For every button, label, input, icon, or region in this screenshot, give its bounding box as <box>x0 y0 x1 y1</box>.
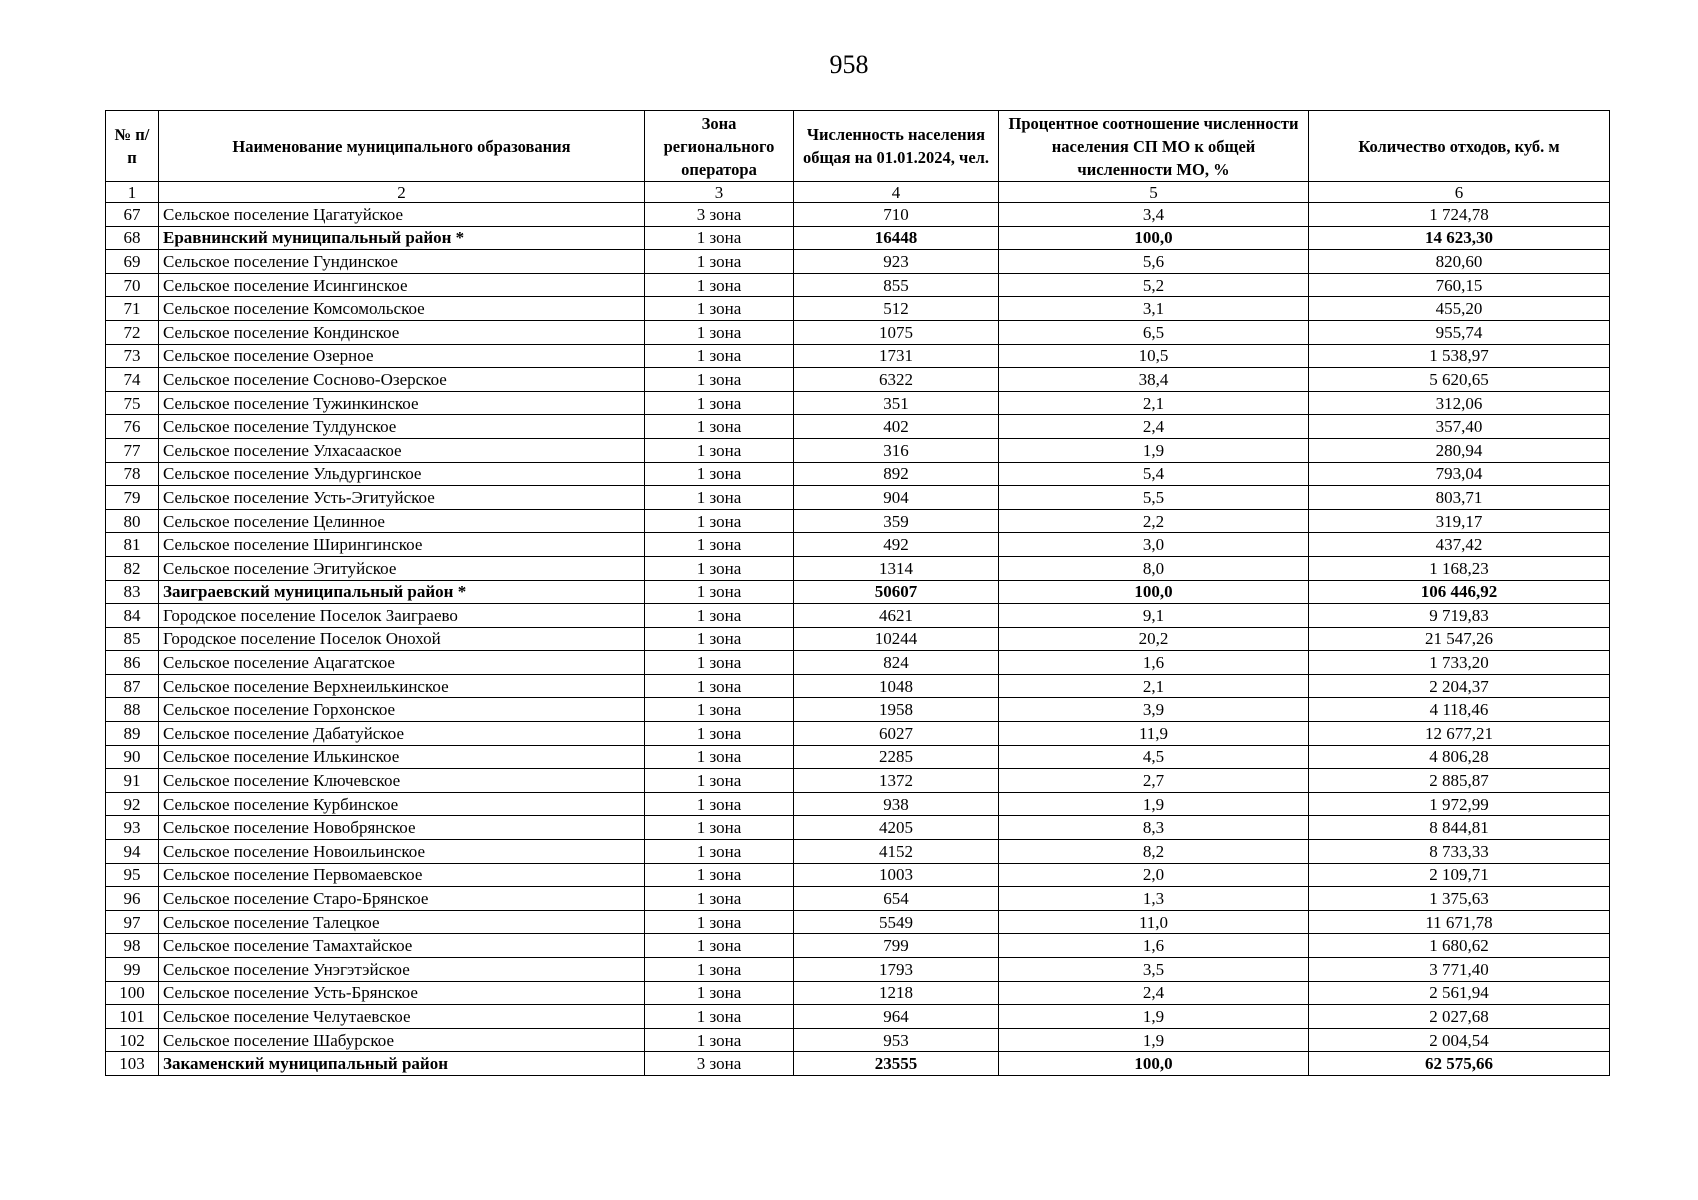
waste-volume: 820,60 <box>1309 250 1610 274</box>
population-percent: 2,4 <box>999 415 1309 439</box>
municipality-name: Сельское поселение Исингинское <box>159 273 645 297</box>
table-row <box>106 674 1610 698</box>
population-percent: 3,5 <box>999 958 1309 982</box>
table-row <box>106 863 1610 887</box>
operator-zone: 1 зона <box>645 320 794 344</box>
population-value: 5549 <box>794 910 999 934</box>
municipality-name: Сельское поселение Шабурское <box>159 1028 645 1052</box>
operator-zone: 1 зона <box>645 533 794 557</box>
municipality-name: Сельское поселение Тулдунское <box>159 415 645 439</box>
operator-zone: 1 зона <box>645 462 794 486</box>
population-value: 1218 <box>794 981 999 1005</box>
municipality-name: Сельское поселение Ключевское <box>159 769 645 793</box>
waste-volume: 62 575,66 <box>1309 1052 1610 1076</box>
population-value: 4621 <box>794 604 999 628</box>
population-percent: 2,1 <box>999 674 1309 698</box>
row-number: 71 <box>106 297 159 321</box>
municipality-name: Сельское поселение Эгитуйское <box>159 556 645 580</box>
waste-volume: 3 771,40 <box>1309 958 1610 982</box>
operator-zone: 1 зона <box>645 486 794 510</box>
row-number: 85 <box>106 627 159 651</box>
municipality-name: Городское поселение Поселок Онохой <box>159 627 645 651</box>
row-number: 78 <box>106 462 159 486</box>
operator-zone: 1 зона <box>645 580 794 604</box>
table-row <box>106 1028 1610 1052</box>
row-number: 94 <box>106 840 159 864</box>
operator-zone: 1 зона <box>645 863 794 887</box>
operator-zone: 1 зона <box>645 1028 794 1052</box>
population-percent: 6,5 <box>999 320 1309 344</box>
page-number: 958 <box>829 50 869 79</box>
table-row <box>106 344 1610 368</box>
row-number: 82 <box>106 556 159 580</box>
waste-volume: 2 004,54 <box>1309 1028 1610 1052</box>
population-percent: 38,4 <box>999 368 1309 392</box>
table-row <box>106 250 1610 274</box>
waste-volume: 437,42 <box>1309 533 1610 557</box>
table-row <box>106 934 1610 958</box>
municipality-name: Сельское поселение Тамахтайское <box>159 934 645 958</box>
municipality-name: Сельское поселение Озерное <box>159 344 645 368</box>
population-percent: 2,1 <box>999 391 1309 415</box>
population-value: 904 <box>794 486 999 510</box>
municipality-name: Сельское поселение Ульдургинское <box>159 462 645 486</box>
table-row <box>106 840 1610 864</box>
operator-zone: 1 зона <box>645 722 794 746</box>
municipality-name: Сельское поселение Талецкое <box>159 910 645 934</box>
waste-volume: 1 168,23 <box>1309 556 1610 580</box>
table-body <box>106 182 1610 1076</box>
header-num: № п/п <box>106 111 159 182</box>
operator-zone: 1 зона <box>645 250 794 274</box>
population-value: 923 <box>794 250 999 274</box>
table-row <box>106 556 1610 580</box>
municipality-name: Городское поселение Поселок Заиграево <box>159 604 645 628</box>
waste-volume: 5 620,65 <box>1309 368 1610 392</box>
municipality-name: Сельское поселение Илькинское <box>159 745 645 769</box>
population-percent: 3,1 <box>999 297 1309 321</box>
population-value: 359 <box>794 509 999 533</box>
municipality-name: Сельское поселение Ширингинское <box>159 533 645 557</box>
waste-volume: 803,71 <box>1309 486 1610 510</box>
municipality-name: Сельское поселение Усть-Брянское <box>159 981 645 1005</box>
table-row <box>106 816 1610 840</box>
waste-volume: 955,74 <box>1309 320 1610 344</box>
table-row <box>106 320 1610 344</box>
operator-zone: 1 зона <box>645 816 794 840</box>
municipality-name: Сельское поселение Тужинкинское <box>159 391 645 415</box>
row-number: 95 <box>106 863 159 887</box>
municipality-name: Сельское поселение Старо-Брянское <box>159 887 645 911</box>
waste-volume: 21 547,26 <box>1309 627 1610 651</box>
population-percent: 1,3 <box>999 887 1309 911</box>
population-value: 2285 <box>794 745 999 769</box>
population-value: 492 <box>794 533 999 557</box>
row-number: 84 <box>106 604 159 628</box>
municipality-name: Сельское поселение Кондинское <box>159 320 645 344</box>
population-percent: 1,6 <box>999 934 1309 958</box>
waste-volume: 4 806,28 <box>1309 745 1610 769</box>
municipality-name: Закаменский муниципальный район <box>159 1052 645 1076</box>
population-percent: 5,2 <box>999 273 1309 297</box>
population-percent: 8,0 <box>999 556 1309 580</box>
population-value: 50607 <box>794 580 999 604</box>
population-value: 23555 <box>794 1052 999 1076</box>
population-percent: 4,5 <box>999 745 1309 769</box>
table-row <box>106 722 1610 746</box>
waste-volume: 1 680,62 <box>1309 934 1610 958</box>
municipality-name: Сельское поселение Новобрянское <box>159 816 645 840</box>
table-row <box>106 462 1610 486</box>
row-number: 96 <box>106 887 159 911</box>
row-number: 79 <box>106 486 159 510</box>
population-value: 1372 <box>794 769 999 793</box>
waste-volume: 9 719,83 <box>1309 604 1610 628</box>
table-row <box>106 769 1610 793</box>
population-value: 16448 <box>794 226 999 250</box>
waste-volume: 106 446,92 <box>1309 580 1610 604</box>
table-row <box>106 745 1610 769</box>
column-number: 5 <box>999 182 1309 203</box>
row-number: 75 <box>106 391 159 415</box>
population-percent: 8,3 <box>999 816 1309 840</box>
operator-zone: 1 зона <box>645 226 794 250</box>
population-value: 938 <box>794 792 999 816</box>
operator-zone: 1 зона <box>645 934 794 958</box>
municipality-name: Сельское поселение Курбинское <box>159 792 645 816</box>
population-value: 710 <box>794 203 999 227</box>
population-value: 512 <box>794 297 999 321</box>
column-number: 3 <box>645 182 794 203</box>
table-row <box>106 910 1610 934</box>
waste-volume: 312,06 <box>1309 391 1610 415</box>
operator-zone: 1 зона <box>645 368 794 392</box>
waste-volume: 2 885,87 <box>1309 769 1610 793</box>
population-value: 6027 <box>794 722 999 746</box>
municipality-name: Сельское поселение Цагатуйское <box>159 203 645 227</box>
operator-zone: 1 зона <box>645 674 794 698</box>
municipality-name: Сельское поселение Улхасаaское <box>159 438 645 462</box>
operator-zone: 1 зона <box>645 651 794 675</box>
municipality-name: Заиграевский муниципальный район * <box>159 580 645 604</box>
row-number: 83 <box>106 580 159 604</box>
population-value: 1793 <box>794 958 999 982</box>
table-row <box>106 627 1610 651</box>
population-value: 1075 <box>794 320 999 344</box>
population-value: 1731 <box>794 344 999 368</box>
operator-zone: 1 зона <box>645 958 794 982</box>
column-number: 4 <box>794 182 999 203</box>
row-number: 103 <box>106 1052 159 1076</box>
population-value: 10244 <box>794 627 999 651</box>
operator-zone: 1 зона <box>645 344 794 368</box>
population-percent: 5,6 <box>999 250 1309 274</box>
row-number: 68 <box>106 226 159 250</box>
operator-zone: 1 зона <box>645 769 794 793</box>
row-number: 100 <box>106 981 159 1005</box>
table-row <box>106 1005 1610 1029</box>
table-row <box>106 415 1610 439</box>
row-number: 72 <box>106 320 159 344</box>
municipality-name: Сельское поселение Гундинское <box>159 250 645 274</box>
header-population: Численность населения общая на 01.01.2024, чел. <box>794 111 999 182</box>
population-percent: 8,2 <box>999 840 1309 864</box>
population-percent: 9,1 <box>999 604 1309 628</box>
table-row <box>106 1052 1610 1076</box>
table-row <box>106 273 1610 297</box>
population-percent: 2,2 <box>999 509 1309 533</box>
waste-volume: 357,40 <box>1309 415 1610 439</box>
row-number: 69 <box>106 250 159 274</box>
operator-zone: 1 зона <box>645 627 794 651</box>
row-number: 77 <box>106 438 159 462</box>
waste-volume: 12 677,21 <box>1309 722 1610 746</box>
population-percent: 10,5 <box>999 344 1309 368</box>
waste-volume: 4 118,46 <box>1309 698 1610 722</box>
row-number: 90 <box>106 745 159 769</box>
municipality-name: Еравнинский муниципальный район * <box>159 226 645 250</box>
row-number: 76 <box>106 415 159 439</box>
row-number: 81 <box>106 533 159 557</box>
population-value: 4152 <box>794 840 999 864</box>
waste-volume: 1 972,99 <box>1309 792 1610 816</box>
operator-zone: 1 зона <box>645 910 794 934</box>
operator-zone: 1 зона <box>645 840 794 864</box>
row-number: 86 <box>106 651 159 675</box>
waste-table <box>105 110 1610 1076</box>
waste-volume: 1 733,20 <box>1309 651 1610 675</box>
population-percent: 1,9 <box>999 792 1309 816</box>
population-value: 6322 <box>794 368 999 392</box>
row-number: 93 <box>106 816 159 840</box>
municipality-name: Сельское поселение Верхнеилькинское <box>159 674 645 698</box>
population-percent: 5,4 <box>999 462 1309 486</box>
population-percent: 2,4 <box>999 981 1309 1005</box>
waste-volume: 8 844,81 <box>1309 816 1610 840</box>
population-value: 824 <box>794 651 999 675</box>
population-percent: 20,2 <box>999 627 1309 651</box>
waste-volume: 2 109,71 <box>1309 863 1610 887</box>
municipality-name: Сельское поселение Унэгэтэйское <box>159 958 645 982</box>
header-percent: Процентное соотношение численности населения СП МО к общей численности МО, % <box>999 111 1309 182</box>
table-row <box>106 981 1610 1005</box>
population-value: 1958 <box>794 698 999 722</box>
column-number: 2 <box>159 182 645 203</box>
row-number: 91 <box>106 769 159 793</box>
municipality-name: Сельское поселение Ацагатское <box>159 651 645 675</box>
operator-zone: 1 зона <box>645 1005 794 1029</box>
operator-zone: 1 зона <box>645 556 794 580</box>
operator-zone: 1 зона <box>645 297 794 321</box>
operator-zone: 1 зона <box>645 273 794 297</box>
operator-zone: 1 зона <box>645 792 794 816</box>
table-row <box>106 887 1610 911</box>
row-number: 67 <box>106 203 159 227</box>
municipality-name: Сельское поселение Комсомольское <box>159 297 645 321</box>
population-value: 953 <box>794 1028 999 1052</box>
waste-volume: 319,17 <box>1309 509 1610 533</box>
row-number: 87 <box>106 674 159 698</box>
waste-volume: 14 623,30 <box>1309 226 1610 250</box>
operator-zone: 1 зона <box>645 604 794 628</box>
waste-volume: 2 561,94 <box>1309 981 1610 1005</box>
header-zone: Зона регионального оператора <box>645 111 794 182</box>
row-number: 101 <box>106 1005 159 1029</box>
municipality-name: Сельское поселение Сосново-Озерское <box>159 368 645 392</box>
population-value: 402 <box>794 415 999 439</box>
waste-volume: 280,94 <box>1309 438 1610 462</box>
row-number: 98 <box>106 934 159 958</box>
population-value: 351 <box>794 391 999 415</box>
waste-volume: 1 375,63 <box>1309 887 1610 911</box>
table-row <box>106 226 1610 250</box>
population-value: 1003 <box>794 863 999 887</box>
operator-zone: 1 зона <box>645 698 794 722</box>
population-value: 654 <box>794 887 999 911</box>
municipality-name: Сельское поселение Горхонское <box>159 698 645 722</box>
header-name: Наименование муниципального образования <box>159 111 645 182</box>
waste-volume: 8 733,33 <box>1309 840 1610 864</box>
municipality-name: Сельское поселение Челутаевское <box>159 1005 645 1029</box>
population-percent: 1,6 <box>999 651 1309 675</box>
population-value: 964 <box>794 1005 999 1029</box>
municipality-name: Сельское поселение Новоильинское <box>159 840 645 864</box>
table-row <box>106 391 1610 415</box>
operator-zone: 1 зона <box>645 415 794 439</box>
population-percent: 5,5 <box>999 486 1309 510</box>
row-number: 99 <box>106 958 159 982</box>
table-row <box>106 580 1610 604</box>
operator-zone: 1 зона <box>645 438 794 462</box>
population-percent: 2,7 <box>999 769 1309 793</box>
row-number: 74 <box>106 368 159 392</box>
column-number: 1 <box>106 182 159 203</box>
population-value: 316 <box>794 438 999 462</box>
population-percent: 11,0 <box>999 910 1309 934</box>
population-percent: 100,0 <box>999 226 1309 250</box>
column-number: 6 <box>1309 182 1610 203</box>
population-percent: 1,9 <box>999 1028 1309 1052</box>
operator-zone: 1 зона <box>645 887 794 911</box>
operator-zone: 1 зона <box>645 981 794 1005</box>
municipality-name: Сельское поселение Первомаевское <box>159 863 645 887</box>
operator-zone: 3 зона <box>645 1052 794 1076</box>
row-number: 73 <box>106 344 159 368</box>
population-percent: 3,9 <box>999 698 1309 722</box>
population-percent: 100,0 <box>999 1052 1309 1076</box>
population-percent: 1,9 <box>999 1005 1309 1029</box>
operator-zone: 1 зона <box>645 391 794 415</box>
header-waste: Количество отходов, куб. м <box>1309 111 1610 182</box>
operator-zone: 1 зона <box>645 745 794 769</box>
row-number: 89 <box>106 722 159 746</box>
waste-volume: 760,15 <box>1309 273 1610 297</box>
population-percent: 11,9 <box>999 722 1309 746</box>
population-value: 892 <box>794 462 999 486</box>
waste-volume: 11 671,78 <box>1309 910 1610 934</box>
population-percent: 3,4 <box>999 203 1309 227</box>
table-row <box>106 792 1610 816</box>
table-row <box>106 958 1610 982</box>
population-percent: 3,0 <box>999 533 1309 557</box>
row-number: 88 <box>106 698 159 722</box>
waste-volume: 793,04 <box>1309 462 1610 486</box>
row-number: 97 <box>106 910 159 934</box>
table-row <box>106 297 1610 321</box>
table-row <box>106 698 1610 722</box>
table-row <box>106 533 1610 557</box>
population-value: 1314 <box>794 556 999 580</box>
population-percent: 2,0 <box>999 863 1309 887</box>
row-number: 102 <box>106 1028 159 1052</box>
population-value: 799 <box>794 934 999 958</box>
waste-volume: 455,20 <box>1309 297 1610 321</box>
operator-zone: 1 зона <box>645 509 794 533</box>
table-row <box>106 438 1610 462</box>
row-number: 80 <box>106 509 159 533</box>
population-percent: 1,9 <box>999 438 1309 462</box>
table-row <box>106 368 1610 392</box>
population-percent: 100,0 <box>999 580 1309 604</box>
waste-volume: 2 027,68 <box>1309 1005 1610 1029</box>
population-value: 855 <box>794 273 999 297</box>
population-value: 1048 <box>794 674 999 698</box>
waste-volume: 1 724,78 <box>1309 203 1610 227</box>
table-row <box>106 509 1610 533</box>
column-number-row <box>106 182 1610 203</box>
table-row <box>106 651 1610 675</box>
waste-volume: 1 538,97 <box>1309 344 1610 368</box>
table-row <box>106 486 1610 510</box>
table-header <box>106 111 1610 182</box>
operator-zone: 3 зона <box>645 203 794 227</box>
table-row <box>106 604 1610 628</box>
waste-volume: 2 204,37 <box>1309 674 1610 698</box>
table-row <box>106 203 1610 227</box>
municipality-name: Сельское поселение Усть-Эгитуйское <box>159 486 645 510</box>
municipality-name: Сельское поселение Целинное <box>159 509 645 533</box>
municipality-name: Сельское поселение Дабатуйское <box>159 722 645 746</box>
row-number: 92 <box>106 792 159 816</box>
population-value: 4205 <box>794 816 999 840</box>
row-number: 70 <box>106 273 159 297</box>
